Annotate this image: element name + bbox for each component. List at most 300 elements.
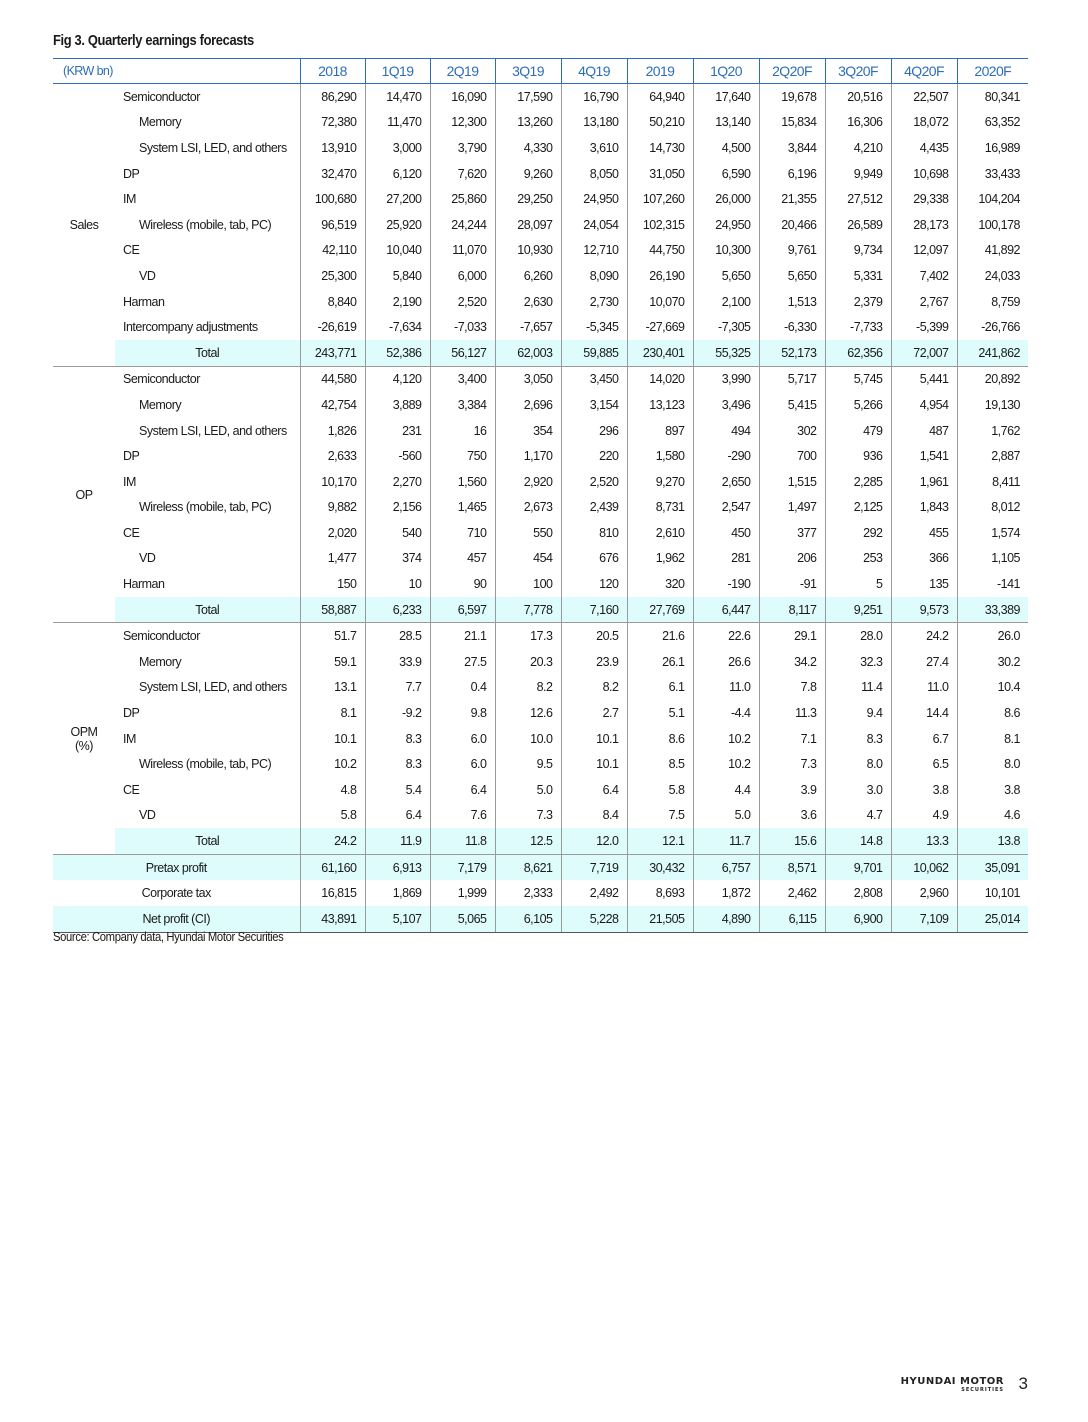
cell-value: 14,730 [627, 135, 693, 161]
cell-value: 42,754 [300, 392, 365, 418]
cell-value: 72,007 [891, 340, 957, 366]
cell-value: -91 [759, 571, 825, 597]
cell-value: -4.4 [693, 700, 759, 726]
cell-value: 5.0 [693, 803, 759, 829]
table-row [53, 623, 1028, 649]
cell-value: 33,389 [957, 597, 1028, 623]
cell-value: 3,889 [365, 392, 430, 418]
cell-value: 5,840 [365, 263, 430, 289]
cell-value: 27,200 [365, 186, 430, 212]
cell-value: 15,834 [759, 110, 825, 136]
row-label: IM [123, 192, 136, 207]
cell-value: 11.0 [693, 675, 759, 701]
cell-value: 34.2 [759, 649, 825, 675]
cell-value: 11.3 [759, 700, 825, 726]
cell-value: 8.6 [627, 726, 693, 752]
cell-value: 8.2 [495, 675, 561, 701]
cell-value: 5.1 [627, 700, 693, 726]
cell-value: 23.9 [561, 649, 627, 675]
column-header: 2Q20F [759, 59, 825, 84]
cell-value: 7.5 [627, 803, 693, 829]
cell-value: 24.2 [891, 623, 957, 649]
cell-value: -290 [693, 443, 759, 469]
cell-value: 29.1 [759, 623, 825, 649]
cell-value: 24,054 [561, 212, 627, 238]
cell-value: 1,961 [891, 469, 957, 495]
cell-value: 6,196 [759, 161, 825, 187]
cell-value: 11,470 [365, 110, 430, 136]
row-group-label: OP [53, 366, 115, 623]
row-label: Harman [123, 294, 165, 309]
cell-value: 120 [561, 571, 627, 597]
cell-value: 4.6 [957, 803, 1028, 829]
cell-value: 3,450 [561, 366, 627, 392]
cell-value: 17,590 [495, 84, 561, 110]
cell-value: 100,178 [957, 212, 1028, 238]
row-label: Total [115, 597, 300, 623]
cell-value: 10 [365, 571, 430, 597]
table-row [53, 777, 1028, 803]
hyundai-motor-securities-logo [901, 1376, 1004, 1393]
cell-value: 90 [430, 571, 495, 597]
cell-value: 41,892 [957, 238, 1028, 264]
cell-value: 25,920 [365, 212, 430, 238]
cell-value: -26,619 [300, 314, 365, 340]
cell-value: 26.1 [627, 649, 693, 675]
row-label: Wireless (mobile, tab, PC) [139, 500, 272, 515]
table-row [53, 469, 1028, 495]
cell-value: 2,439 [561, 495, 627, 521]
cell-value: 26.0 [957, 623, 1028, 649]
cell-value: 2,379 [825, 289, 891, 315]
cell-value: 62,356 [825, 340, 891, 366]
cell-value: 1,541 [891, 443, 957, 469]
cell-value: 2,920 [495, 469, 561, 495]
table-header-row [53, 59, 1028, 84]
cell-value: 2,520 [430, 289, 495, 315]
cell-value: 2,156 [365, 495, 430, 521]
cell-value: 6.1 [627, 675, 693, 701]
cell-value: 10,040 [365, 238, 430, 264]
cell-value: 14.4 [891, 700, 957, 726]
cell-value: 72,380 [300, 110, 365, 136]
cell-value: 104,204 [957, 186, 1028, 212]
cell-value: 8,050 [561, 161, 627, 187]
cell-value: 8,621 [495, 854, 561, 880]
row-label: Wireless (mobile, tab, PC) [139, 217, 272, 232]
cell-value: 374 [365, 546, 430, 572]
cell-value: 4.4 [693, 777, 759, 803]
logo-sub: SECURITIES [961, 1387, 1004, 1393]
cell-value: 7.6 [430, 803, 495, 829]
cell-value: 5,415 [759, 392, 825, 418]
table-row [53, 366, 1028, 392]
cell-value: 3,000 [365, 135, 430, 161]
cell-value: 20,466 [759, 212, 825, 238]
cell-value: 19,130 [957, 392, 1028, 418]
cell-value: 25,014 [957, 906, 1028, 932]
cell-value: 1,497 [759, 495, 825, 521]
cell-value: 1,872 [693, 880, 759, 906]
table-row [53, 675, 1028, 701]
cell-value: 7,179 [430, 854, 495, 880]
column-header: 2019 [627, 59, 693, 84]
row-label: System LSI, LED, and others [139, 680, 287, 695]
cell-value: 457 [430, 546, 495, 572]
cell-value: 27.4 [891, 649, 957, 675]
cell-value: 10,062 [891, 854, 957, 880]
cell-value: 3,496 [693, 392, 759, 418]
cell-value: 1,580 [627, 443, 693, 469]
cell-value: -7,733 [825, 314, 891, 340]
cell-value: 10,930 [495, 238, 561, 264]
cell-value: 59.1 [300, 649, 365, 675]
cell-value: 21,505 [627, 906, 693, 932]
cell-value: 2,547 [693, 495, 759, 521]
cell-value: 377 [759, 520, 825, 546]
cell-value: 2,462 [759, 880, 825, 906]
cell-value: 17,640 [693, 84, 759, 110]
cell-value: 102,315 [627, 212, 693, 238]
cell-value: 6.4 [365, 803, 430, 829]
row-label: Net profit (CI) [53, 906, 300, 932]
cell-value: 52,173 [759, 340, 825, 366]
cell-value: 253 [825, 546, 891, 572]
cell-value: -7,634 [365, 314, 430, 340]
source-note: Source: Company data, Hyundai Motor Securities [53, 930, 284, 944]
cell-value: 6,900 [825, 906, 891, 932]
cell-value: 354 [495, 418, 561, 444]
column-header: 1Q20 [693, 59, 759, 84]
column-header: 2018 [300, 59, 365, 84]
cell-value: 3.8 [957, 777, 1028, 803]
cell-value: 100 [495, 571, 561, 597]
cell-value: 61,160 [300, 854, 365, 880]
total-row [53, 828, 1028, 854]
cell-value: 33.9 [365, 649, 430, 675]
cell-value: 750 [430, 443, 495, 469]
cell-value: 206 [759, 546, 825, 572]
cell-value: 2,633 [300, 443, 365, 469]
cell-value: 454 [495, 546, 561, 572]
cell-value: 24,950 [561, 186, 627, 212]
row-group-label: Sales [53, 84, 115, 367]
cell-value: 4,890 [693, 906, 759, 932]
cell-value: 10.0 [495, 726, 561, 752]
row-label: Semiconductor [115, 623, 300, 649]
cell-value: 1,826 [300, 418, 365, 444]
total-row [53, 597, 1028, 623]
cell-value: 7.3 [759, 751, 825, 777]
cell-value: 7,109 [891, 906, 957, 932]
cell-value: 3,050 [495, 366, 561, 392]
cell-value: 2.7 [561, 700, 627, 726]
table-row [53, 726, 1028, 752]
cell-value: 13,123 [627, 392, 693, 418]
row-label: Total [115, 340, 300, 366]
cell-value: 2,960 [891, 880, 957, 906]
row-label: Semiconductor [115, 84, 300, 110]
row-label: Wireless (mobile, tab, PC) [139, 757, 272, 772]
cell-value: 16 [430, 418, 495, 444]
cell-value: 10.2 [693, 751, 759, 777]
cell-value: 14.8 [825, 828, 891, 854]
cell-value: 3.9 [759, 777, 825, 803]
cell-value: 150 [300, 571, 365, 597]
column-header: 1Q19 [365, 59, 430, 84]
row-label: CE [123, 243, 140, 258]
cell-value: 1,477 [300, 546, 365, 572]
cell-value: 3,990 [693, 366, 759, 392]
cell-value: 3,844 [759, 135, 825, 161]
cell-value: 8.1 [300, 700, 365, 726]
column-header: 2020F [957, 59, 1028, 84]
cell-value: 8.3 [825, 726, 891, 752]
cell-value: 6.5 [891, 751, 957, 777]
cell-value: 51.7 [300, 623, 365, 649]
cell-value: 6.4 [430, 777, 495, 803]
cell-value: 25,860 [430, 186, 495, 212]
cell-value: 7,160 [561, 597, 627, 623]
cell-value: 4,120 [365, 366, 430, 392]
cell-value: 8.5 [627, 751, 693, 777]
total-row [53, 340, 1028, 366]
cell-value: 296 [561, 418, 627, 444]
cell-value: 11.7 [693, 828, 759, 854]
cell-value: 107,260 [627, 186, 693, 212]
cell-value: 25,300 [300, 263, 365, 289]
cell-value: 9.8 [430, 700, 495, 726]
cell-value: 6,913 [365, 854, 430, 880]
cell-value: 15.6 [759, 828, 825, 854]
cell-value: 22.6 [693, 623, 759, 649]
table-row [53, 110, 1028, 136]
cell-value: 710 [430, 520, 495, 546]
cell-value: 5.0 [495, 777, 561, 803]
cell-value: -27,669 [627, 314, 693, 340]
row-label: DP [123, 706, 140, 721]
row-label: System LSI, LED, and others [139, 140, 287, 155]
cell-value: 479 [825, 418, 891, 444]
cell-value: 241,862 [957, 340, 1028, 366]
column-header: 4Q19 [561, 59, 627, 84]
cell-value: 676 [561, 546, 627, 572]
cell-value: 810 [561, 520, 627, 546]
cell-value: 13.3 [891, 828, 957, 854]
cell-value: 24.2 [300, 828, 365, 854]
cell-value: 4.8 [300, 777, 365, 803]
cell-value: 24,950 [693, 212, 759, 238]
cell-value: 7,719 [561, 854, 627, 880]
summary-row [53, 854, 1028, 880]
cell-value: 8,117 [759, 597, 825, 623]
cell-value: 11,070 [430, 238, 495, 264]
cell-value: 6,233 [365, 597, 430, 623]
cell-value: 24,033 [957, 263, 1028, 289]
table-row [53, 135, 1028, 161]
row-label: Memory [139, 654, 182, 669]
cell-value: 8.2 [561, 675, 627, 701]
cell-value: 13,910 [300, 135, 365, 161]
table-row [53, 289, 1028, 315]
cell-value: 0.4 [430, 675, 495, 701]
cell-value: 10.4 [957, 675, 1028, 701]
cell-value: 13.8 [957, 828, 1028, 854]
cell-value: 5.4 [365, 777, 430, 803]
cell-value: 26,000 [693, 186, 759, 212]
cell-value: 5,650 [759, 263, 825, 289]
cell-value: 14,020 [627, 366, 693, 392]
cell-value: 320 [627, 571, 693, 597]
cell-value: 21,355 [759, 186, 825, 212]
cell-value: 1,999 [430, 880, 495, 906]
cell-value: 5,331 [825, 263, 891, 289]
cell-value: 6.0 [430, 751, 495, 777]
cell-value: 12.5 [495, 828, 561, 854]
row-label: VD [139, 268, 156, 283]
cell-value: 1,105 [957, 546, 1028, 572]
cell-value: -7,033 [430, 314, 495, 340]
cell-value: 24,244 [430, 212, 495, 238]
cell-value: 2,630 [495, 289, 561, 315]
cell-value: 455 [891, 520, 957, 546]
cell-value: 10,300 [693, 238, 759, 264]
table-row [53, 803, 1028, 829]
cell-value: 35,091 [957, 854, 1028, 880]
cell-value: 27,769 [627, 597, 693, 623]
cell-value: 11.4 [825, 675, 891, 701]
cell-value: 302 [759, 418, 825, 444]
cell-value: 6,447 [693, 597, 759, 623]
cell-value: 3,610 [561, 135, 627, 161]
cell-value: 5,065 [430, 906, 495, 932]
cell-value: 7.1 [759, 726, 825, 752]
cell-value: 9.5 [495, 751, 561, 777]
table-row [53, 392, 1028, 418]
cell-value: 135 [891, 571, 957, 597]
cell-value: -141 [957, 571, 1028, 597]
row-label: Semiconductor [115, 366, 300, 392]
cell-value: 6,597 [430, 597, 495, 623]
cell-value: -6,330 [759, 314, 825, 340]
cell-value: 5.8 [627, 777, 693, 803]
table-row [53, 649, 1028, 675]
cell-value: 8,411 [957, 469, 1028, 495]
row-label: DP [123, 449, 140, 464]
table-row [53, 186, 1028, 212]
cell-value: 5,441 [891, 366, 957, 392]
cell-value: 43,891 [300, 906, 365, 932]
cell-value: 33,433 [957, 161, 1028, 187]
cell-value: 550 [495, 520, 561, 546]
summary-row [53, 906, 1028, 932]
cell-value: 9,882 [300, 495, 365, 521]
cell-value: 9,701 [825, 854, 891, 880]
cell-value: 450 [693, 520, 759, 546]
cell-value: -7,305 [693, 314, 759, 340]
cell-value: 6.0 [430, 726, 495, 752]
row-label: DP [123, 166, 140, 181]
cell-value: 3.8 [891, 777, 957, 803]
cell-value: 2,125 [825, 495, 891, 521]
table-row [53, 263, 1028, 289]
cell-value: 100,680 [300, 186, 365, 212]
figure-title: Fig 3. Quarterly earnings forecasts [53, 32, 254, 49]
cell-value: 243,771 [300, 340, 365, 366]
cell-value: 63,352 [957, 110, 1028, 136]
cell-value: 64,940 [627, 84, 693, 110]
cell-value: 16,306 [825, 110, 891, 136]
cell-value: 10.1 [561, 726, 627, 752]
cell-value: 12,097 [891, 238, 957, 264]
column-header: 2Q19 [430, 59, 495, 84]
row-label: Pretax profit [53, 854, 300, 880]
unit-label: (KRW bn) [53, 59, 300, 84]
table-body [53, 84, 1028, 933]
cell-value: 7,620 [430, 161, 495, 187]
cell-value: 8,759 [957, 289, 1028, 315]
summary-row [53, 880, 1028, 906]
cell-value: -5,345 [561, 314, 627, 340]
cell-value: 494 [693, 418, 759, 444]
cell-value: 10,070 [627, 289, 693, 315]
cell-value: 44,750 [627, 238, 693, 264]
earnings-table [53, 58, 1028, 933]
row-label: Corporate tax [141, 886, 211, 901]
row-label: Total [115, 828, 300, 854]
cell-value: 28,097 [495, 212, 561, 238]
cell-value: 55,325 [693, 340, 759, 366]
cell-value: 8,012 [957, 495, 1028, 521]
cell-value: 1,465 [430, 495, 495, 521]
cell-value: 44,580 [300, 366, 365, 392]
column-header: 3Q20F [825, 59, 891, 84]
cell-value: 6,120 [365, 161, 430, 187]
cell-value: 4,500 [693, 135, 759, 161]
cell-value: 292 [825, 520, 891, 546]
table-row [53, 212, 1028, 238]
cell-value: 17.3 [495, 623, 561, 649]
cell-value: 13,140 [693, 110, 759, 136]
cell-value: 1,843 [891, 495, 957, 521]
cell-value: 8.3 [365, 751, 430, 777]
cell-value: -5,399 [891, 314, 957, 340]
cell-value: 27.5 [430, 649, 495, 675]
cell-value: -26,766 [957, 314, 1028, 340]
cell-value: 13,260 [495, 110, 561, 136]
cell-value: 9,270 [627, 469, 693, 495]
row-label: Intercompany adjustments [123, 320, 258, 335]
row-label: VD [139, 551, 156, 566]
cell-value: 50,210 [627, 110, 693, 136]
row-label: VD [139, 808, 156, 823]
cell-value: 5,717 [759, 366, 825, 392]
cell-value: 6.4 [561, 777, 627, 803]
cell-value: 29,338 [891, 186, 957, 212]
cell-value: 1,574 [957, 520, 1028, 546]
cell-value: 86,290 [300, 84, 365, 110]
cell-value: 6,115 [759, 906, 825, 932]
cell-value: 1,560 [430, 469, 495, 495]
cell-value: 8,571 [759, 854, 825, 880]
cell-value: 2,730 [561, 289, 627, 315]
table-row [53, 546, 1028, 572]
cell-value: 3,400 [430, 366, 495, 392]
row-label: Memory [139, 115, 182, 130]
row-label: Memory [139, 397, 182, 412]
cell-value: 5,745 [825, 366, 891, 392]
cell-value: 10,170 [300, 469, 365, 495]
